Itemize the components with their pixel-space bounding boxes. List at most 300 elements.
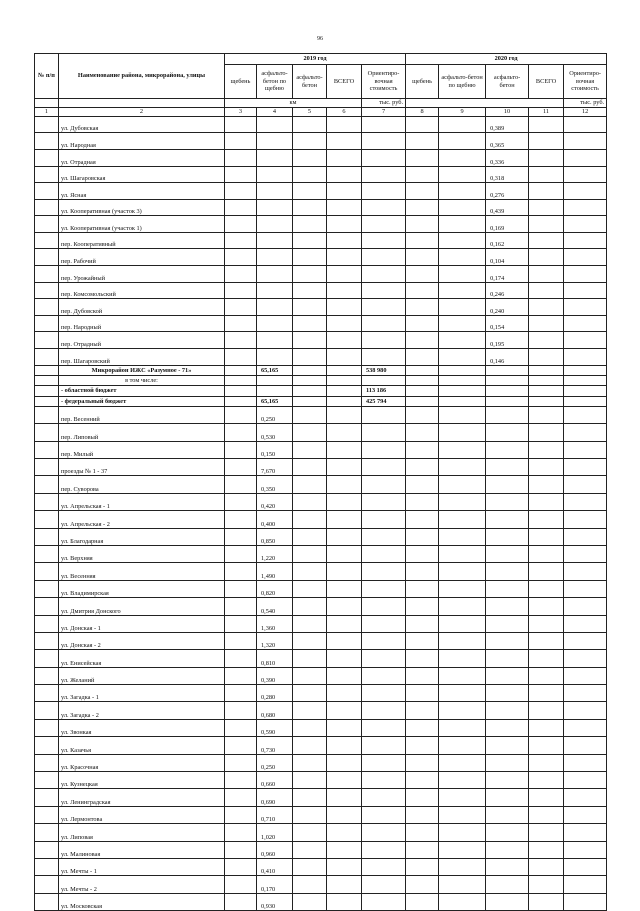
- cell-col-5: [293, 841, 327, 858]
- cell-col-6: [327, 685, 362, 702]
- cell-no: [35, 598, 59, 615]
- cell-no: [35, 789, 59, 806]
- header-col-2020-1: щебень: [406, 65, 439, 99]
- cell-col-8: [406, 266, 439, 283]
- cell-col-4: [257, 232, 293, 249]
- cell-col-11: [529, 424, 564, 441]
- cell-col-6: [327, 876, 362, 893]
- table-row: [35, 315, 607, 332]
- cell-col-12: [564, 528, 607, 545]
- cell-name: ул. Малиновая: [59, 841, 225, 858]
- cell-col-12: [564, 476, 607, 493]
- cell-col-6: [327, 667, 362, 684]
- cell-col-3: [225, 858, 257, 875]
- table-row: [35, 406, 607, 423]
- cell-col-11: [529, 216, 564, 233]
- header-col-2019-4: ВСЕГО: [327, 65, 362, 99]
- cell-col-12: [564, 249, 607, 266]
- cell-no: [35, 772, 59, 789]
- cell-col-9: [439, 563, 486, 580]
- cell-col-5: [293, 406, 327, 423]
- cell-col-5: [293, 183, 327, 200]
- cell-col-8: [406, 719, 439, 736]
- cell-col-9: [439, 315, 486, 332]
- cell-col-9: [439, 266, 486, 283]
- cell-col-11: [529, 386, 564, 396]
- cell-col-3: [225, 116, 257, 133]
- cell-col-11: [529, 149, 564, 166]
- cell-col-11: [529, 511, 564, 528]
- cell-col-9: [439, 406, 486, 423]
- cell-col-7: [362, 719, 406, 736]
- cell-name: ул. Звонкая: [59, 719, 225, 736]
- cell-col-4: [257, 349, 293, 366]
- cell-col-9: [439, 650, 486, 667]
- cell-col-11: [529, 824, 564, 841]
- cell-col-12: [564, 737, 607, 754]
- cell-col-11: [529, 615, 564, 632]
- cell-col-7: [362, 598, 406, 615]
- cell-col-5: [293, 116, 327, 133]
- cell-col-3: [225, 754, 257, 771]
- column-number-9: 9: [439, 107, 486, 116]
- cell-no: [35, 528, 59, 545]
- cell-col-7: [362, 349, 406, 366]
- cell-col-5: [293, 858, 327, 875]
- cell-col-11: [529, 893, 564, 910]
- cell-col-10: [486, 365, 529, 375]
- cell-col-3: [225, 133, 257, 150]
- cell-col-11: [529, 580, 564, 597]
- header-col-2019-1: щебень: [225, 65, 257, 99]
- cell-col-10: [486, 772, 529, 789]
- cell-col-5: [293, 266, 327, 283]
- cell-col-7: 538 980: [362, 365, 406, 375]
- cell-col-5: [293, 476, 327, 493]
- cell-col-9: [439, 441, 486, 458]
- cell-name: пер. Суворова: [59, 476, 225, 493]
- cell-col-9: [439, 702, 486, 719]
- cell-col-4: 1,220: [257, 545, 293, 562]
- cell-col-4: 0,400: [257, 511, 293, 528]
- cell-col-5: [293, 685, 327, 702]
- cell-col-6: [327, 299, 362, 316]
- cell-col-8: [406, 789, 439, 806]
- cell-col-4: 0,930: [257, 893, 293, 910]
- cell-col-7: [362, 702, 406, 719]
- cell-col-10: [486, 493, 529, 510]
- cell-col-5: [293, 876, 327, 893]
- cell-col-7: [362, 183, 406, 200]
- column-number-3: 3: [225, 107, 257, 116]
- cell-col-11: [529, 632, 564, 649]
- cell-col-9: [439, 232, 486, 249]
- cell-col-12: [564, 365, 607, 375]
- cell-col-9: [439, 249, 486, 266]
- header-col-2019-2: асфальто-бетон по щебню: [257, 65, 293, 99]
- cell-name: ул. Дмитрия Донского: [59, 598, 225, 615]
- cell-col-3: [225, 511, 257, 528]
- cell-no: [35, 806, 59, 823]
- cell-col-3: [225, 386, 257, 396]
- header-col-2020-2: асфальто-бетон по щебню: [439, 65, 486, 99]
- cell-col-6: [327, 396, 362, 406]
- cell-name: ул. Апрельская - 2: [59, 511, 225, 528]
- cell-col-5: [293, 166, 327, 183]
- cell-name: ул. Дубовская: [59, 116, 225, 133]
- table-row: [35, 441, 607, 458]
- cell-col-4: 0,960: [257, 841, 293, 858]
- cell-no: [35, 650, 59, 667]
- cell-col-11: [529, 806, 564, 823]
- cell-col-11: [529, 365, 564, 375]
- cell-col-5: [293, 806, 327, 823]
- cell-col-7: [362, 650, 406, 667]
- cell-col-10: [486, 528, 529, 545]
- cell-name: ул. Красочная: [59, 754, 225, 771]
- cell-col-11: [529, 563, 564, 580]
- cell-col-5: [293, 133, 327, 150]
- cell-col-7: [362, 841, 406, 858]
- cell-col-12: [564, 545, 607, 562]
- cell-col-4: 0,820: [257, 580, 293, 597]
- cell-col-4: [257, 282, 293, 299]
- cell-name: ул. Кооперативная (участок 1): [59, 216, 225, 233]
- cell-col-5: [293, 199, 327, 216]
- cell-col-8: [406, 685, 439, 702]
- cell-col-3: [225, 349, 257, 366]
- cell-col-6: [327, 702, 362, 719]
- cell-col-8: [406, 386, 439, 396]
- cell-col-12: [564, 685, 607, 702]
- cell-col-8: [406, 598, 439, 615]
- cell-col-5: [293, 511, 327, 528]
- table-row: [35, 476, 607, 493]
- cell-col-5: [293, 386, 327, 396]
- cell-col-12: [564, 183, 607, 200]
- cell-col-8: [406, 332, 439, 349]
- cell-col-8: [406, 183, 439, 200]
- cell-col-11: [529, 719, 564, 736]
- cell-no: [35, 876, 59, 893]
- cell-col-11: [529, 493, 564, 510]
- cell-name: ул. Весенняя: [59, 563, 225, 580]
- cell-col-6: [327, 199, 362, 216]
- cell-name: ул. Мечты - 1: [59, 858, 225, 875]
- table-row: [35, 299, 607, 316]
- cell-col-8: [406, 650, 439, 667]
- cell-col-10: 0,365: [486, 133, 529, 150]
- cell-col-12: [564, 893, 607, 910]
- cell-col-10: [486, 424, 529, 441]
- cell-col-9: [439, 841, 486, 858]
- cell-col-10: 0,389: [486, 116, 529, 133]
- cell-col-12: [564, 424, 607, 441]
- cell-col-10: [486, 511, 529, 528]
- cell-col-6: [327, 458, 362, 475]
- cell-col-12: [564, 232, 607, 249]
- table-row: [35, 858, 607, 875]
- cell-name: ул. Мечты - 2: [59, 876, 225, 893]
- cell-col-4: 0,850: [257, 528, 293, 545]
- cell-col-12: [564, 563, 607, 580]
- cell-name: проезды № 1 - 37: [59, 458, 225, 475]
- table-row: [35, 563, 607, 580]
- cell-col-7: [362, 199, 406, 216]
- cell-col-5: [293, 396, 327, 406]
- cell-col-5: [293, 772, 327, 789]
- cell-col-8: [406, 772, 439, 789]
- cell-col-11: [529, 332, 564, 349]
- column-number-5: 5: [293, 107, 327, 116]
- cell-col-6: [327, 772, 362, 789]
- cell-col-7: [362, 249, 406, 266]
- cell-col-4: 0,590: [257, 719, 293, 736]
- table-row: [35, 598, 607, 615]
- cell-col-3: [225, 458, 257, 475]
- cell-col-10: [486, 406, 529, 423]
- cell-name: ул. Енисейская: [59, 650, 225, 667]
- cell-no: [35, 375, 59, 385]
- cell-no: [35, 719, 59, 736]
- cell-no: [35, 563, 59, 580]
- cell-col-12: [564, 702, 607, 719]
- cell-col-4: [257, 375, 293, 385]
- cell-col-10: [486, 719, 529, 736]
- cell-col-3: [225, 685, 257, 702]
- table-row: [35, 493, 607, 510]
- column-number-10: 10: [486, 107, 529, 116]
- cell-col-6: [327, 349, 362, 366]
- cell-col-10: 0,195: [486, 332, 529, 349]
- cell-col-9: [439, 375, 486, 385]
- cell-col-7: [362, 545, 406, 562]
- cell-col-12: [564, 199, 607, 216]
- cell-col-6: [327, 789, 362, 806]
- cell-no: [35, 685, 59, 702]
- table-row: [35, 396, 607, 406]
- cell-no: [35, 841, 59, 858]
- cell-col-3: [225, 493, 257, 510]
- cell-col-6: [327, 441, 362, 458]
- cell-col-3: [225, 615, 257, 632]
- cell-col-8: [406, 315, 439, 332]
- cell-name: ул. Казачья: [59, 737, 225, 754]
- cell-col-9: [439, 149, 486, 166]
- cell-col-3: [225, 841, 257, 858]
- cell-col-9: [439, 667, 486, 684]
- cell-col-6: [327, 406, 362, 423]
- cell-col-5: [293, 598, 327, 615]
- column-number-7: 7: [362, 107, 406, 116]
- table-row: [35, 282, 607, 299]
- cell-col-8: [406, 511, 439, 528]
- cell-no: [35, 441, 59, 458]
- cell-col-6: [327, 858, 362, 875]
- cell-name: ул. Донская - 1: [59, 615, 225, 632]
- cell-col-8: [406, 632, 439, 649]
- cell-col-11: [529, 441, 564, 458]
- cell-col-5: [293, 424, 327, 441]
- cell-col-5: [293, 249, 327, 266]
- cell-col-9: [439, 386, 486, 396]
- cell-col-7: [362, 458, 406, 475]
- header-column-numbers: [35, 107, 607, 116]
- cell-col-7: [362, 563, 406, 580]
- cell-col-8: [406, 702, 439, 719]
- table-row: [35, 841, 607, 858]
- cell-col-9: [439, 719, 486, 736]
- cell-col-12: [564, 858, 607, 875]
- table-row: [35, 199, 607, 216]
- cell-col-8: [406, 299, 439, 316]
- cell-col-3: [225, 332, 257, 349]
- cell-col-7: [362, 232, 406, 249]
- cell-col-10: 0,336: [486, 149, 529, 166]
- cell-col-3: [225, 216, 257, 233]
- cell-col-8: [406, 216, 439, 233]
- cell-col-9: [439, 685, 486, 702]
- table-row: [35, 580, 607, 597]
- cell-col-8: [406, 876, 439, 893]
- cell-col-8: [406, 149, 439, 166]
- cell-col-7: [362, 632, 406, 649]
- cell-col-3: [225, 893, 257, 910]
- cell-col-3: [225, 476, 257, 493]
- cell-col-5: [293, 441, 327, 458]
- cell-name: пер. Шагаровский: [59, 349, 225, 366]
- cell-col-4: 0,350: [257, 476, 293, 493]
- cell-col-5: [293, 632, 327, 649]
- cell-col-4: 0,540: [257, 598, 293, 615]
- cell-col-10: 0,439: [486, 199, 529, 216]
- cell-col-3: [225, 166, 257, 183]
- cell-col-9: [439, 365, 486, 375]
- cell-col-3: [225, 441, 257, 458]
- table-row: [35, 349, 607, 366]
- cell-col-9: [439, 493, 486, 510]
- cell-col-12: [564, 266, 607, 283]
- cell-col-3: [225, 632, 257, 649]
- unit-rub-2019: тыс. руб.: [362, 99, 406, 108]
- cell-col-9: [439, 349, 486, 366]
- cell-col-7: [362, 332, 406, 349]
- cell-col-7: [362, 615, 406, 632]
- cell-col-11: [529, 166, 564, 183]
- cell-col-11: [529, 650, 564, 667]
- cell-col-12: [564, 299, 607, 316]
- cell-col-8: [406, 667, 439, 684]
- cell-col-6: [327, 511, 362, 528]
- cell-col-6: [327, 598, 362, 615]
- cell-col-9: [439, 216, 486, 233]
- cell-col-6: [327, 332, 362, 349]
- cell-col-6: [327, 266, 362, 283]
- cell-col-11: [529, 299, 564, 316]
- cell-col-4: 0,810: [257, 650, 293, 667]
- cell-col-5: [293, 232, 327, 249]
- cell-col-9: [439, 424, 486, 441]
- cell-col-6: [327, 893, 362, 910]
- cell-col-4: [257, 386, 293, 396]
- cell-col-6: [327, 841, 362, 858]
- cell-col-6: [327, 737, 362, 754]
- cell-col-9: [439, 737, 486, 754]
- cell-col-12: [564, 282, 607, 299]
- cell-col-5: [293, 315, 327, 332]
- cell-name: ул. Владимирская: [59, 580, 225, 597]
- cell-col-6: [327, 386, 362, 396]
- cell-col-12: [564, 719, 607, 736]
- cell-col-11: [529, 266, 564, 283]
- cell-col-12: [564, 824, 607, 841]
- cell-name: ул. Кузнецкая: [59, 772, 225, 789]
- cell-col-7: [362, 580, 406, 597]
- cell-col-12: [564, 133, 607, 150]
- cell-col-3: [225, 719, 257, 736]
- cell-col-10: [486, 650, 529, 667]
- column-number-4: 4: [257, 107, 293, 116]
- cell-col-6: [327, 528, 362, 545]
- cell-col-12: [564, 876, 607, 893]
- cell-col-11: [529, 199, 564, 216]
- cell-col-6: [327, 282, 362, 299]
- cell-col-12: [564, 375, 607, 385]
- cell-col-5: [293, 737, 327, 754]
- cell-col-8: [406, 563, 439, 580]
- cell-no: [35, 166, 59, 183]
- cell-col-3: [225, 650, 257, 667]
- cell-col-11: [529, 282, 564, 299]
- cell-col-12: [564, 772, 607, 789]
- cell-col-3: [225, 824, 257, 841]
- cell-col-4: 1,490: [257, 563, 293, 580]
- cell-name: - областной бюджет: [59, 386, 225, 396]
- cell-name: - федеральный бюджет: [59, 396, 225, 406]
- cell-col-12: [564, 841, 607, 858]
- cell-col-8: [406, 528, 439, 545]
- cell-col-3: [225, 580, 257, 597]
- cell-col-4: [257, 166, 293, 183]
- cell-col-3: [225, 199, 257, 216]
- cell-col-11: [529, 183, 564, 200]
- cell-col-6: [327, 632, 362, 649]
- cell-col-9: [439, 632, 486, 649]
- cell-col-11: [529, 876, 564, 893]
- cell-col-3: [225, 667, 257, 684]
- cell-col-9: [439, 824, 486, 841]
- cell-col-12: [564, 149, 607, 166]
- cell-name: ул. Ясная: [59, 183, 225, 200]
- cell-col-4: [257, 183, 293, 200]
- cell-no: [35, 332, 59, 349]
- cell-col-9: [439, 615, 486, 632]
- cell-name: ул. Ленинградская: [59, 789, 225, 806]
- cell-col-5: [293, 299, 327, 316]
- cell-name: пер. Дубовской: [59, 299, 225, 316]
- cell-col-9: [439, 806, 486, 823]
- cell-col-8: [406, 349, 439, 366]
- cell-col-3: [225, 563, 257, 580]
- cell-col-11: [529, 737, 564, 754]
- page-number: 96: [317, 36, 323, 42]
- cell-col-12: [564, 806, 607, 823]
- cell-col-4: [257, 315, 293, 332]
- cell-col-9: [439, 754, 486, 771]
- table-header: [35, 54, 607, 117]
- table-row: [35, 719, 607, 736]
- cell-col-11: [529, 841, 564, 858]
